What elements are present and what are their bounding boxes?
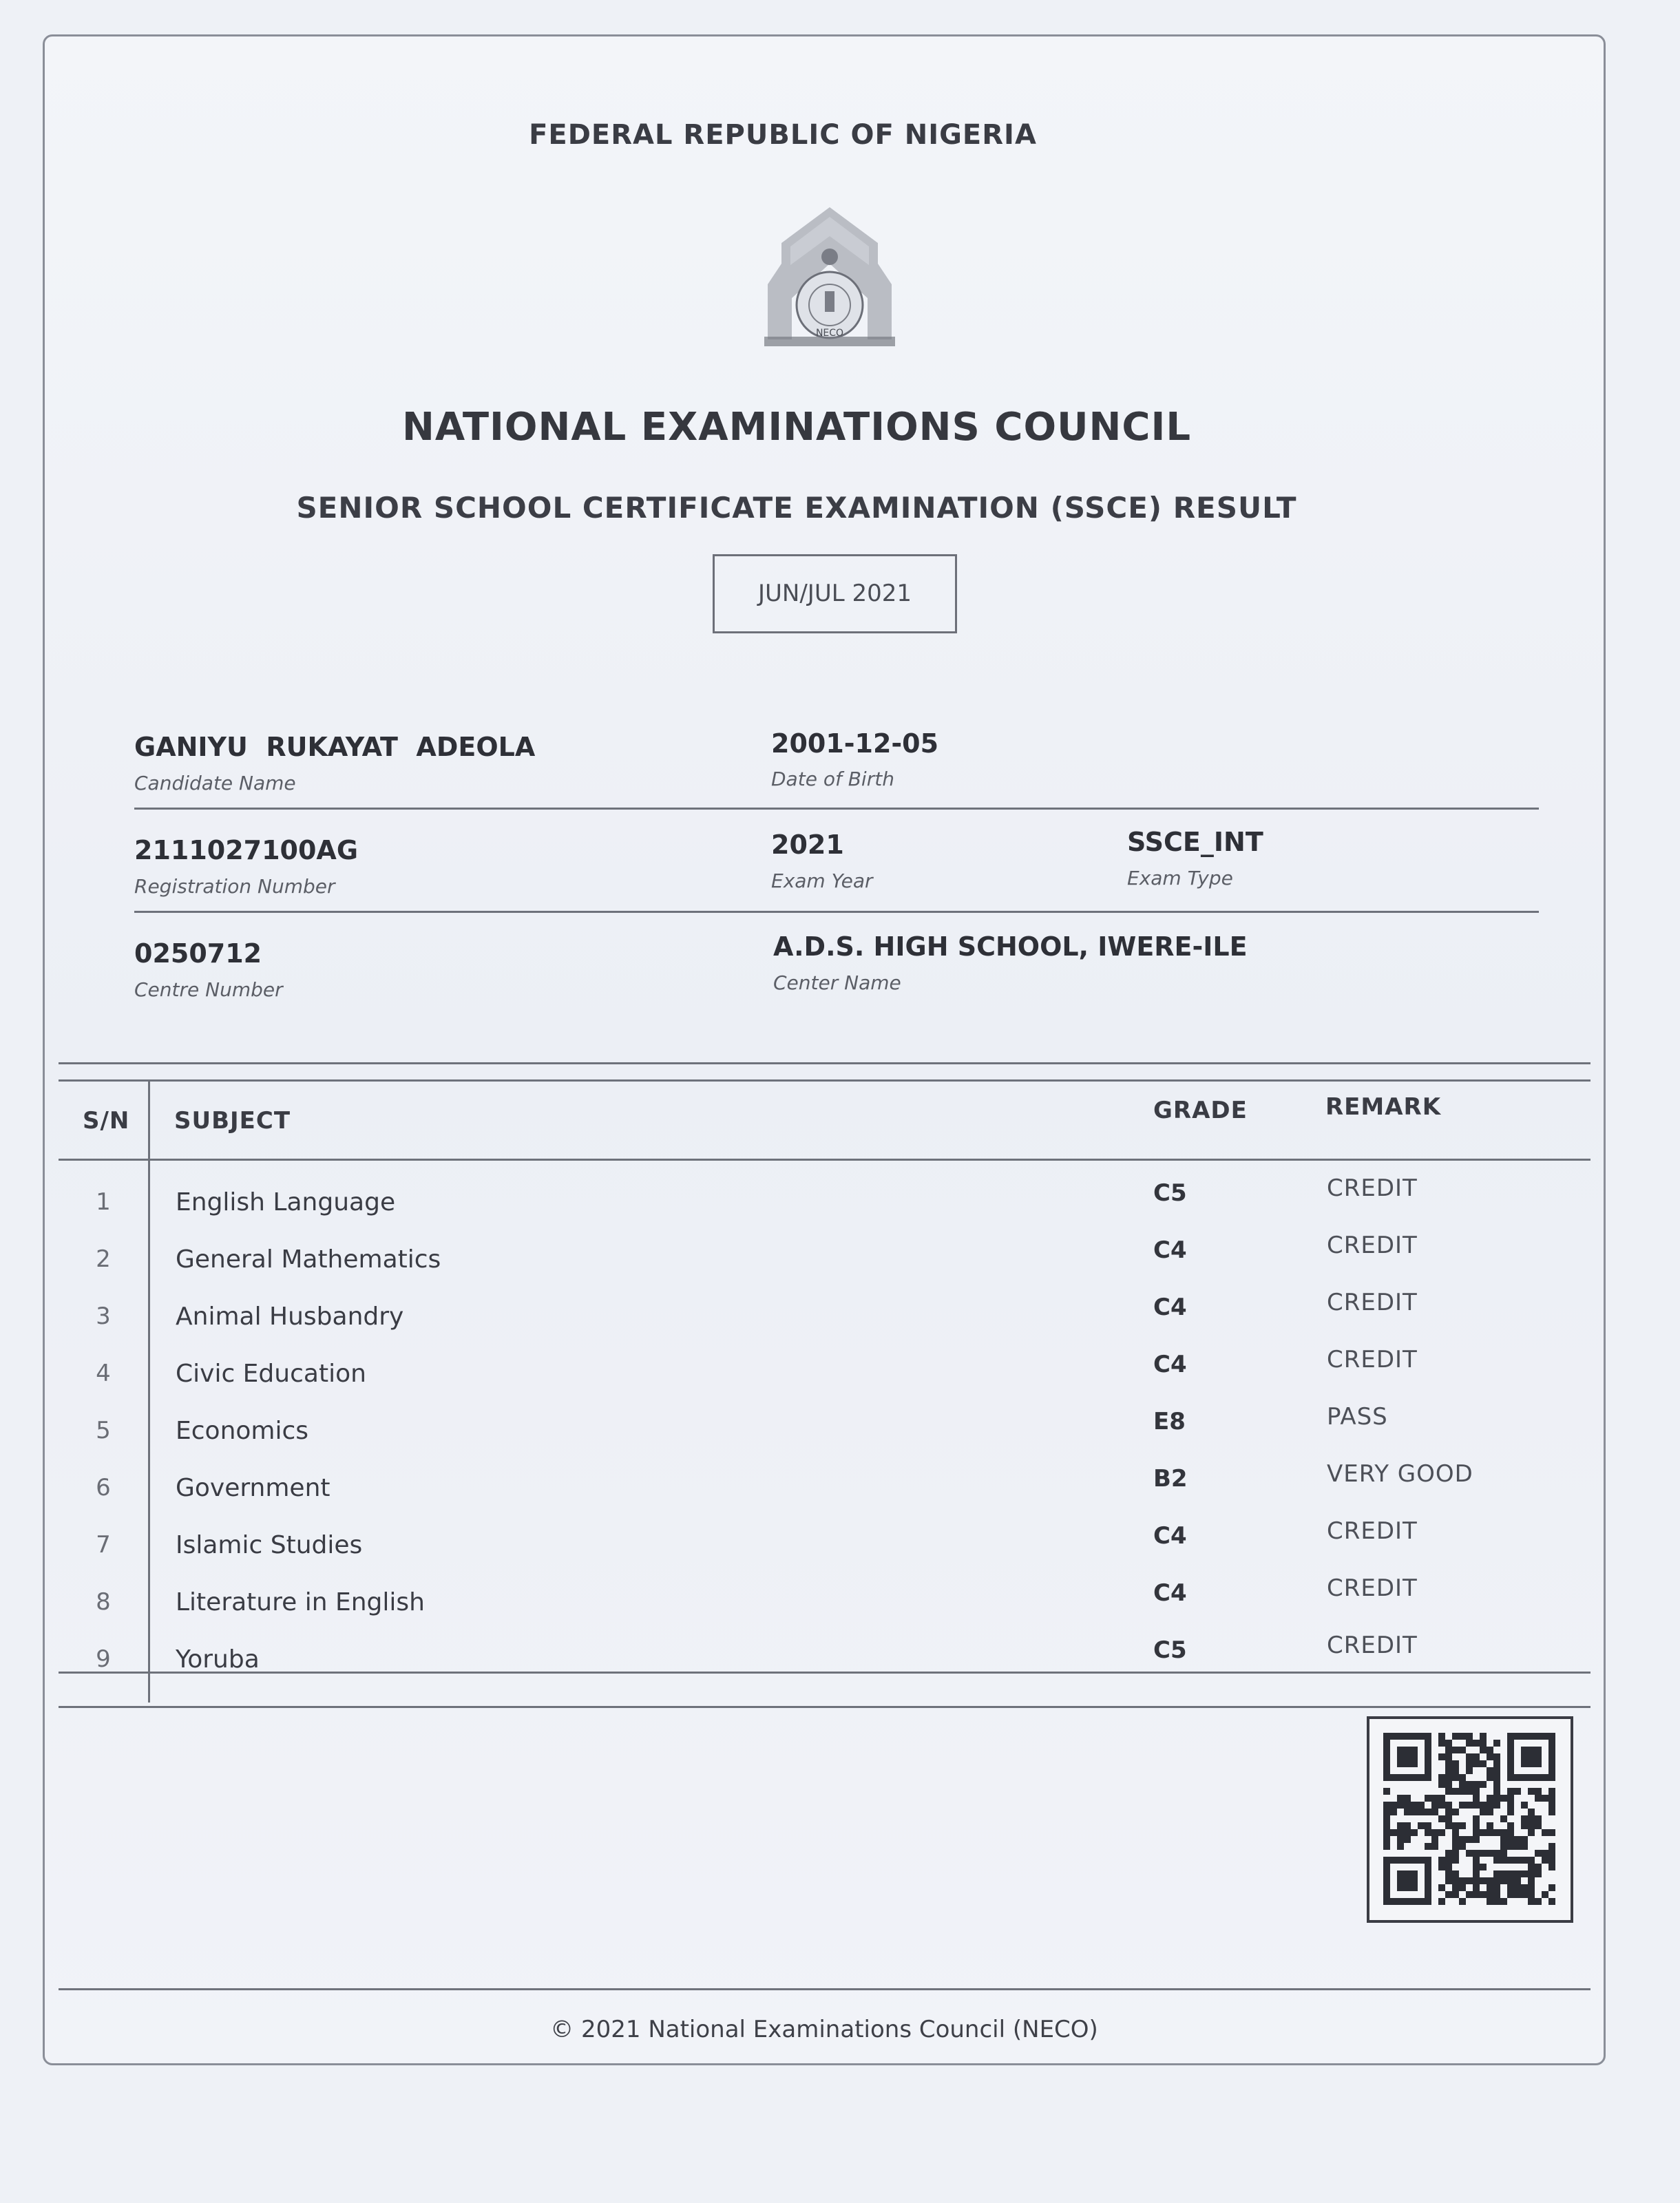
row-subject: Economics bbox=[176, 1417, 309, 1445]
row-sn: 7 bbox=[96, 1531, 111, 1559]
center-name: A.D.S. HIGH SCHOOL, IWERE-ILE bbox=[773, 931, 1248, 962]
footer-copyright: © 2021 National Examinations Council (NECO) bbox=[550, 2016, 1098, 2043]
row-sn: 5 bbox=[96, 1417, 111, 1444]
table-header-bottom-border bbox=[59, 1159, 1590, 1161]
table-bottom-border bbox=[59, 1672, 1590, 1674]
exam-type: SSCE_INT bbox=[1127, 827, 1263, 857]
header-remark: REMARK bbox=[1325, 1093, 1442, 1121]
row-sn: 3 bbox=[96, 1303, 111, 1330]
dob-value: 2001-12-05 bbox=[771, 728, 939, 759]
row-subject: English Language bbox=[176, 1188, 396, 1216]
center-name-label: Center Name bbox=[773, 971, 901, 994]
exam-title: SENIOR SCHOOL CERTIFICATE EXAMINATION (SSCE) RESULT bbox=[296, 491, 1297, 525]
qr-code-icon bbox=[1369, 1719, 1571, 1920]
row-sn: 6 bbox=[96, 1474, 111, 1501]
row-remark: CREDIT bbox=[1327, 1517, 1418, 1545]
dob-label: Date of Birth bbox=[771, 768, 894, 790]
svg-text:NECO: NECO bbox=[815, 328, 844, 339]
row-sn: 2 bbox=[96, 1245, 111, 1273]
registration-number: 2111027100AG bbox=[134, 835, 359, 865]
registration-number-label: Registration Number bbox=[134, 875, 335, 898]
country-heading: FEDERAL REPUBLIC OF NIGERIA bbox=[529, 119, 1037, 151]
row-grade: C4 bbox=[1153, 1522, 1187, 1550]
council-title: NATIONAL EXAMINATIONS COUNCIL bbox=[401, 405, 1192, 450]
row-remark: CREDIT bbox=[1327, 1574, 1418, 1602]
row-subject: Civic Education bbox=[176, 1360, 366, 1388]
row-subject: Literature in English bbox=[176, 1588, 425, 1616]
row-sn: 9 bbox=[96, 1645, 111, 1673]
header-grade: GRADE bbox=[1153, 1097, 1248, 1124]
exam-type-label: Exam Type bbox=[1127, 867, 1233, 889]
neco-logo-icon bbox=[750, 202, 909, 360]
table-column-divider bbox=[148, 1079, 150, 1703]
row-grade: C4 bbox=[1153, 1236, 1187, 1264]
header-sn: S/N bbox=[83, 1107, 130, 1135]
footer-divider bbox=[59, 1988, 1590, 1990]
row-grade: C4 bbox=[1153, 1351, 1187, 1378]
row-remark: CREDIT bbox=[1327, 1632, 1418, 1659]
exam-year: 2021 bbox=[771, 830, 844, 860]
row-remark: CREDIT bbox=[1327, 1346, 1418, 1373]
row-grade: E8 bbox=[1153, 1408, 1186, 1435]
table-top-border bbox=[59, 1062, 1590, 1064]
session-box: JUN/JUL 2021 bbox=[713, 554, 957, 633]
row-remark: CREDIT bbox=[1327, 1232, 1418, 1259]
row-sn: 1 bbox=[96, 1188, 111, 1216]
row-grade: C4 bbox=[1153, 1294, 1187, 1321]
qr-code bbox=[1367, 1716, 1573, 1923]
row-remark: CREDIT bbox=[1327, 1289, 1418, 1316]
table-header-top-border bbox=[59, 1079, 1590, 1082]
row-subject: Yoruba bbox=[176, 1645, 260, 1674]
row-remark: CREDIT bbox=[1327, 1174, 1418, 1202]
row-subject: Government bbox=[176, 1474, 330, 1502]
row-grade: B2 bbox=[1153, 1465, 1188, 1493]
row-sn: 4 bbox=[96, 1360, 111, 1387]
divider bbox=[59, 1706, 1590, 1708]
row-subject: Animal Husbandry bbox=[176, 1303, 404, 1331]
candidate-name: GANIYU RUKAYAT ADEOLA bbox=[134, 732, 536, 762]
row-grade: C5 bbox=[1153, 1636, 1187, 1664]
row-remark: PASS bbox=[1327, 1403, 1388, 1431]
centre-number-label: Centre Number bbox=[134, 978, 283, 1001]
row-grade: C5 bbox=[1153, 1179, 1187, 1207]
candidate-name-label: Candidate Name bbox=[134, 772, 296, 794]
centre-number: 0250712 bbox=[134, 938, 262, 969]
row-sn: 8 bbox=[96, 1588, 111, 1616]
divider bbox=[134, 808, 1539, 810]
row-remark: VERY GOOD bbox=[1327, 1460, 1473, 1488]
row-subject: General Mathematics bbox=[176, 1245, 441, 1274]
result-sheet bbox=[43, 34, 1606, 2065]
header-subject: SUBJECT bbox=[174, 1107, 291, 1135]
row-subject: Islamic Studies bbox=[176, 1531, 363, 1559]
exam-year-label: Exam Year bbox=[771, 869, 873, 892]
divider bbox=[134, 911, 1539, 913]
row-grade: C4 bbox=[1153, 1579, 1187, 1607]
